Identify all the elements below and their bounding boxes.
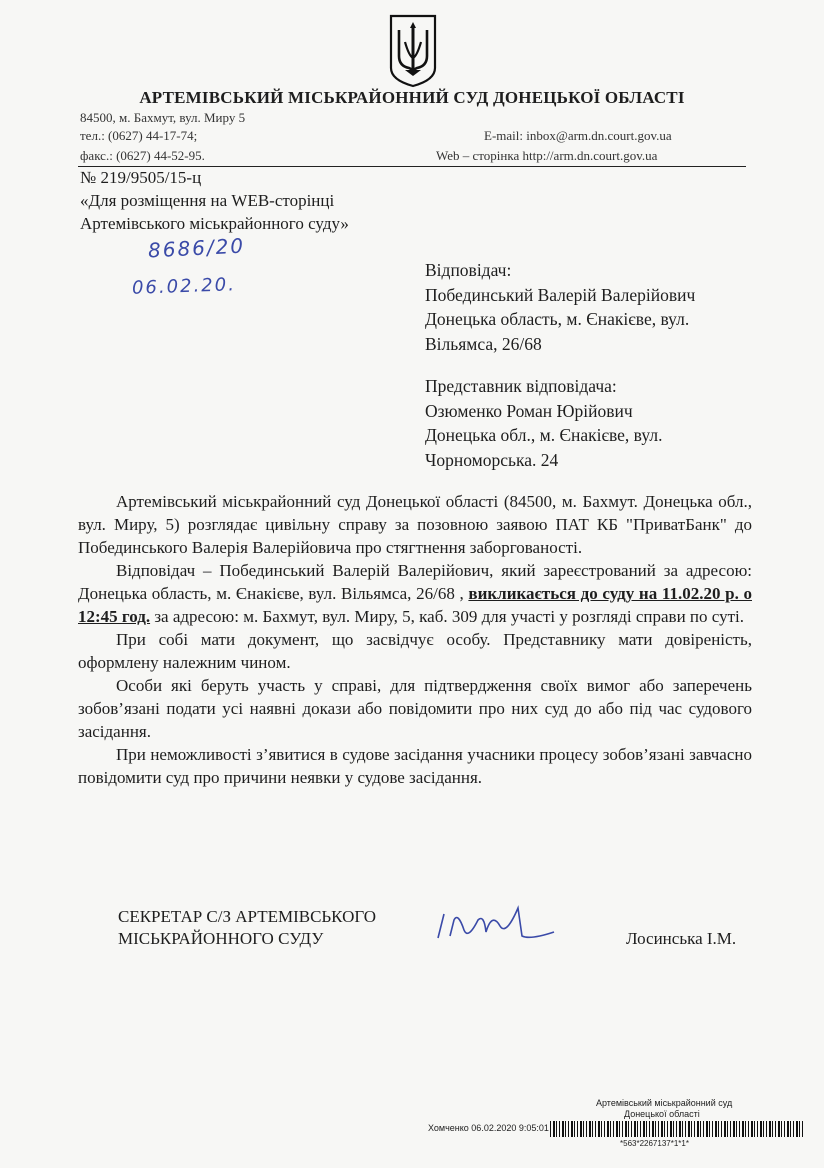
court-email: E-mail: inbox@arm.dn.court.gov.ua xyxy=(484,128,672,143)
representative-block xyxy=(425,374,662,472)
web-note-line1: «Для розміщення на WEB-сторінці xyxy=(80,191,335,210)
case-number: № 219/9505/15-ц xyxy=(80,168,202,187)
respondent-address-line1: Донецька область, м. Єнакієве, вул. xyxy=(425,309,690,329)
representative-address-line2: Чорноморська. 24 xyxy=(425,449,559,470)
secretary-name: Лосинська І.М. xyxy=(626,929,737,948)
barcode xyxy=(550,1121,804,1137)
secretary-title-line2: МІСЬКРАЙОННОГО СУДУ xyxy=(118,929,324,948)
trident-emblem-icon xyxy=(387,12,439,88)
court-address: 84500, м. Бахмут, вул. Миру 5 xyxy=(80,110,246,125)
barcode-text: *563*2267137*1*1* xyxy=(620,1139,689,1148)
paragraph-evidence: Особи які беруть участь у справі, для підтвердження своїх вимог або заперечень зобов’язані подати усі наявні докази або повідомити про них суд до або під час судового засідання. xyxy=(78,676,752,741)
web-note-line2: Артемівського міськрайонного суду» xyxy=(80,214,349,233)
respondent-label: Відповідач: xyxy=(425,260,512,280)
paragraph-documents: При собі мати документ, що засвідчує особу. Представнику мати довіреність, оформлену належним чином. xyxy=(78,630,752,672)
secretary-title xyxy=(118,906,376,950)
court-fax: факс.: (0627) 44-52-95. xyxy=(80,148,205,163)
stamp-court-line1: Артемівський міськрайонний суд xyxy=(596,1098,733,1108)
court-web: Web – сторінка http://arm.dn.court.gov.ua xyxy=(436,148,658,163)
paragraph-absence-notice: При неможливості з’явитися в судове засідання учасники процесу зобов’язані завчасно повідомити суд про причини неявки у судове засідання. xyxy=(78,745,752,787)
court-name: АРТЕМІВСЬКИЙ МІСЬКРАЙОННИЙ СУД ДОНЕЦЬКОЇ ОБЛАСТІ xyxy=(139,88,685,107)
paragraph-summons: Відповідач – Побединський Валерій Валерійович, який зареєстрований за адресою: Донецька область, м. Єнакієве, вул. Вільямса, 26/68 , викликається до суду на 11.02.20 р. о 12:45 год. за адресою: м. Бахмут, вул. Миру, 5, каб. 309 для участі у розгляді справи по суті. xyxy=(78,561,752,626)
secretary-title-line1: СЕКРЕТАР С/З АРТЕМІВСЬКОГО xyxy=(118,907,377,926)
reference-block xyxy=(80,166,349,235)
paragraph-case-description: Артемівський міськрайонний суд Донецької області (84500, м. Бахмут. Донецька обл., вул. Миру, 5) розглядає цивільну справу за позовною заявою ПАТ КБ "ПриватБанк" до Побединського Валерія Валерійовича про стягтнення заборгованості. xyxy=(78,492,752,557)
body-text xyxy=(78,490,752,789)
representative-name: Озюменко Роман Юрійович xyxy=(425,400,633,421)
stamp-court-line2: Донецької області xyxy=(624,1109,700,1119)
handwritten-registration-number: 8686/20 xyxy=(147,233,246,263)
handwritten-signature xyxy=(430,900,560,950)
handwritten-registration-date: 06.02.20. xyxy=(131,274,237,299)
respondent-name: Побединський Валерій Валерійович xyxy=(425,284,696,305)
stamp-operator: Хомченко 06.02.2020 9:05:01 xyxy=(428,1123,549,1133)
representative-label: Представник відповідача: xyxy=(425,376,617,396)
court-phone: тел.: (0627) 44-17-74; xyxy=(80,128,198,143)
respondent-block xyxy=(425,258,695,356)
respondent-address-line2: Вільямса, 26/68 xyxy=(425,333,542,354)
summons-date-time: викликається до суду на 11.02.20 р. о 12:45 год. xyxy=(78,584,752,626)
representative-address-line1: Донецька обл., м. Єнакієве, вул. xyxy=(425,425,663,445)
